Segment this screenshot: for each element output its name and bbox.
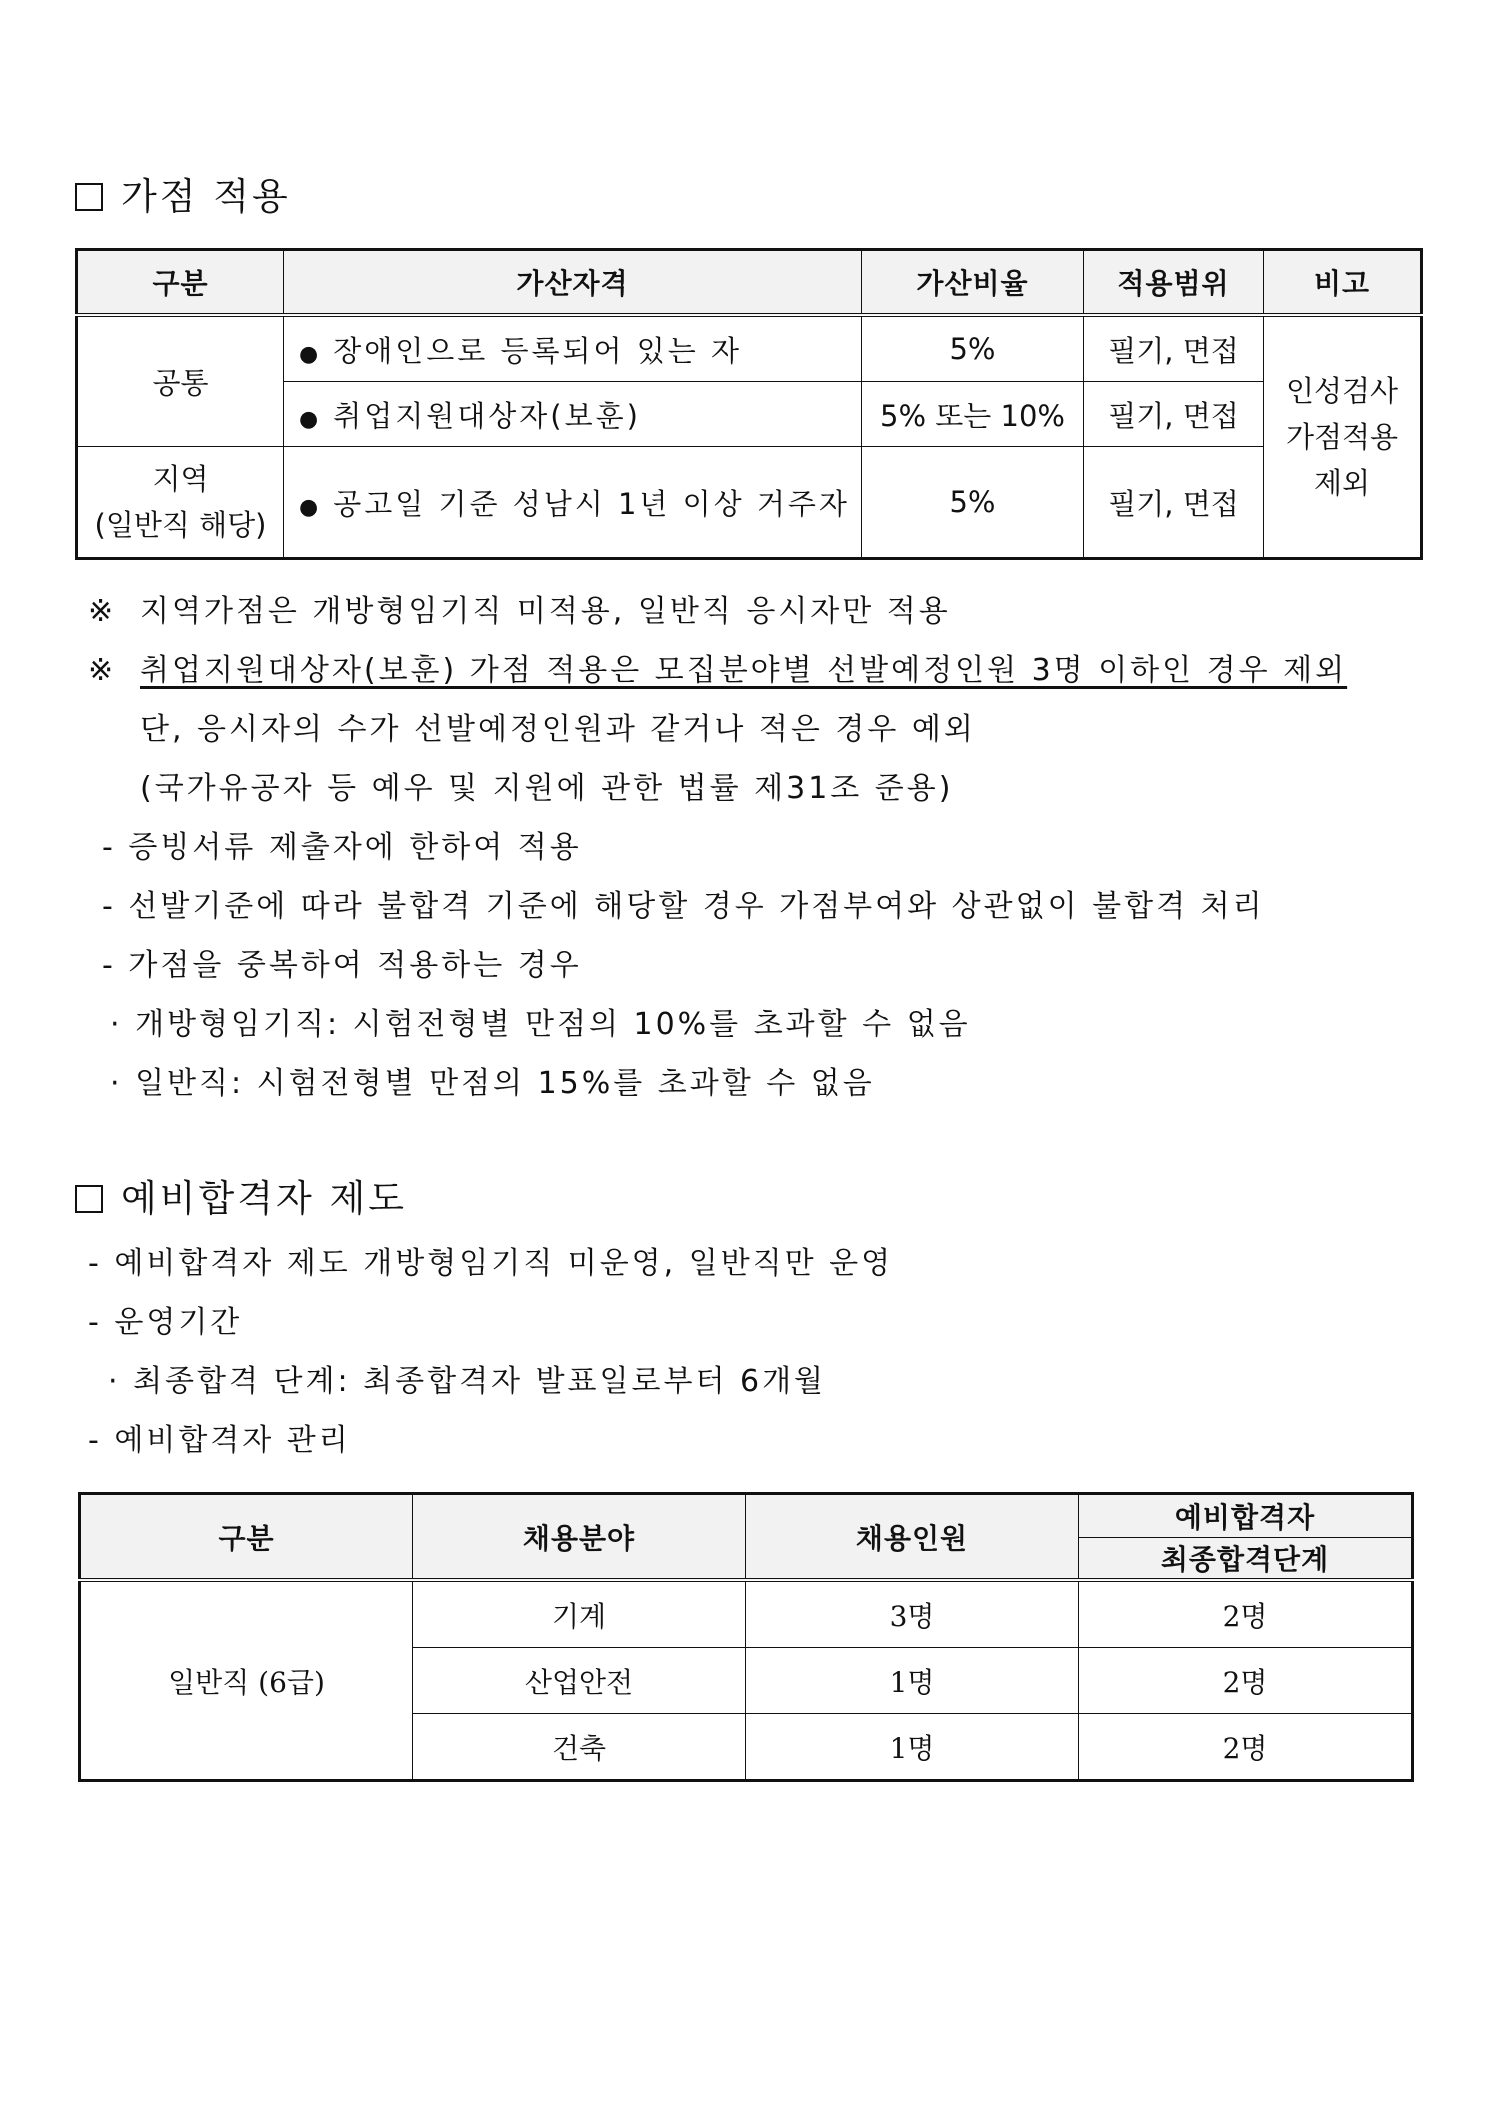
- reference-mark-icon: ※: [88, 594, 117, 629]
- header-reserve-sub: 최종합격단계: [1079, 1538, 1413, 1581]
- note-line: ※ 지역가점은 개방형임기직 미적용, 일반직 응시자만 적용: [88, 582, 1428, 641]
- note-line: - 운영기간: [88, 1305, 243, 1340]
- qualification-cell: ● 장애인으로 등록되어 있는 자: [284, 315, 862, 382]
- count-cell: 1명: [746, 1648, 1079, 1714]
- bonus-points-table: [75, 248, 1423, 560]
- reserve-table: [78, 1492, 1414, 1782]
- field-cell: 건축: [413, 1714, 746, 1781]
- header-qualification: 가산자격: [284, 250, 862, 316]
- count-cell: 1명: [746, 1714, 1079, 1781]
- header-count: 채용인원: [746, 1494, 1079, 1581]
- note-line: - 선발기준에 따라 불합격 기준에 해당할 경우 가점부여와 상관없이 불합격 처리: [102, 889, 1265, 924]
- section-title-bonus-points: [75, 175, 291, 218]
- reserve-cell: 2명: [1079, 1580, 1413, 1648]
- note-cell: 인성검사 가점적용 제외: [1264, 315, 1422, 559]
- header-category: 구분: [77, 250, 284, 316]
- section-title-text: 가점 적용: [121, 175, 291, 218]
- header-scope: 적용범위: [1084, 250, 1264, 316]
- scope-cell: 필기, 면접: [1084, 382, 1264, 447]
- scope-cell: 필기, 면접: [1084, 447, 1264, 559]
- header-category: 구분: [80, 1494, 413, 1581]
- group-region-cell: 지역 (일반직 해당): [77, 447, 284, 559]
- rate-cell: 5%: [862, 315, 1084, 382]
- field-cell: 기계: [413, 1580, 746, 1648]
- section-title-text: 예비합격자 제도: [121, 1177, 407, 1220]
- category-cell: 일반직 (6급): [80, 1580, 413, 1781]
- note-line: · 최종합격 단계: 최종합격자 발표일로부터 6개월: [108, 1364, 827, 1399]
- rate-cell: 5% 또는 10%: [862, 382, 1084, 447]
- table-row: [77, 315, 1422, 382]
- bonus-notes: [88, 582, 1428, 1113]
- header-note: 비고: [1264, 250, 1422, 316]
- reserve-cell: 2명: [1079, 1648, 1413, 1714]
- table-row: [77, 447, 1422, 559]
- note-line: - 가점을 중복하여 적용하는 경우: [102, 948, 582, 983]
- table-row: [80, 1580, 1413, 1648]
- checkbox-square-icon: [75, 1185, 103, 1213]
- checkbox-square-icon: [75, 183, 103, 211]
- scope-cell: 필기, 면접: [1084, 315, 1264, 382]
- field-cell: 산업안전: [413, 1648, 746, 1714]
- header-field: 채용분야: [413, 1494, 746, 1581]
- reserve-notes: [88, 1234, 1428, 1470]
- qualification-cell: ● 취업지원대상자(보훈): [284, 382, 862, 447]
- header-reserve: 예비합격자: [1079, 1494, 1413, 1538]
- reserve-cell: 2명: [1079, 1714, 1413, 1781]
- reference-mark-icon: ※: [88, 653, 117, 688]
- group-common-cell: 공통: [77, 315, 284, 447]
- note-line: - 예비합격자 관리: [88, 1423, 351, 1458]
- note-line: - 증빙서류 제출자에 한하여 적용: [102, 830, 582, 865]
- count-cell: 3명: [746, 1580, 1079, 1648]
- note-line: · 개방형임기직: 시험전형별 만점의 10%를 초과할 수 없음: [110, 1007, 971, 1042]
- bullet-icon: ●: [299, 406, 322, 432]
- header-rate: 가산비율: [862, 250, 1084, 316]
- note-line: - 예비합격자 제도 개방형임기직 미운영, 일반직만 운영: [88, 1246, 894, 1281]
- note-line: 단, 응시자의 수가 선발예정인원과 같거나 적은 경우 예외: [140, 712, 976, 747]
- rate-cell: 5%: [862, 447, 1084, 559]
- section-title-reserve: [75, 1177, 407, 1220]
- note-line: ※ 취업지원대상자(보훈) 가점 적용은 모집분야별 선발예정인원 3명 이하인 경우 제외: [88, 641, 1428, 700]
- bullet-icon: ●: [299, 341, 322, 367]
- note-line: · 일반직: 시험전형별 만점의 15%를 초과할 수 없음: [110, 1066, 875, 1101]
- note-line: (국가유공자 등 예우 및 지원에 관한 법률 제31조 준용): [140, 771, 954, 806]
- qualification-cell: ● 공고일 기준 성남시 1년 이상 거주자: [284, 447, 862, 559]
- bullet-icon: ●: [299, 494, 322, 520]
